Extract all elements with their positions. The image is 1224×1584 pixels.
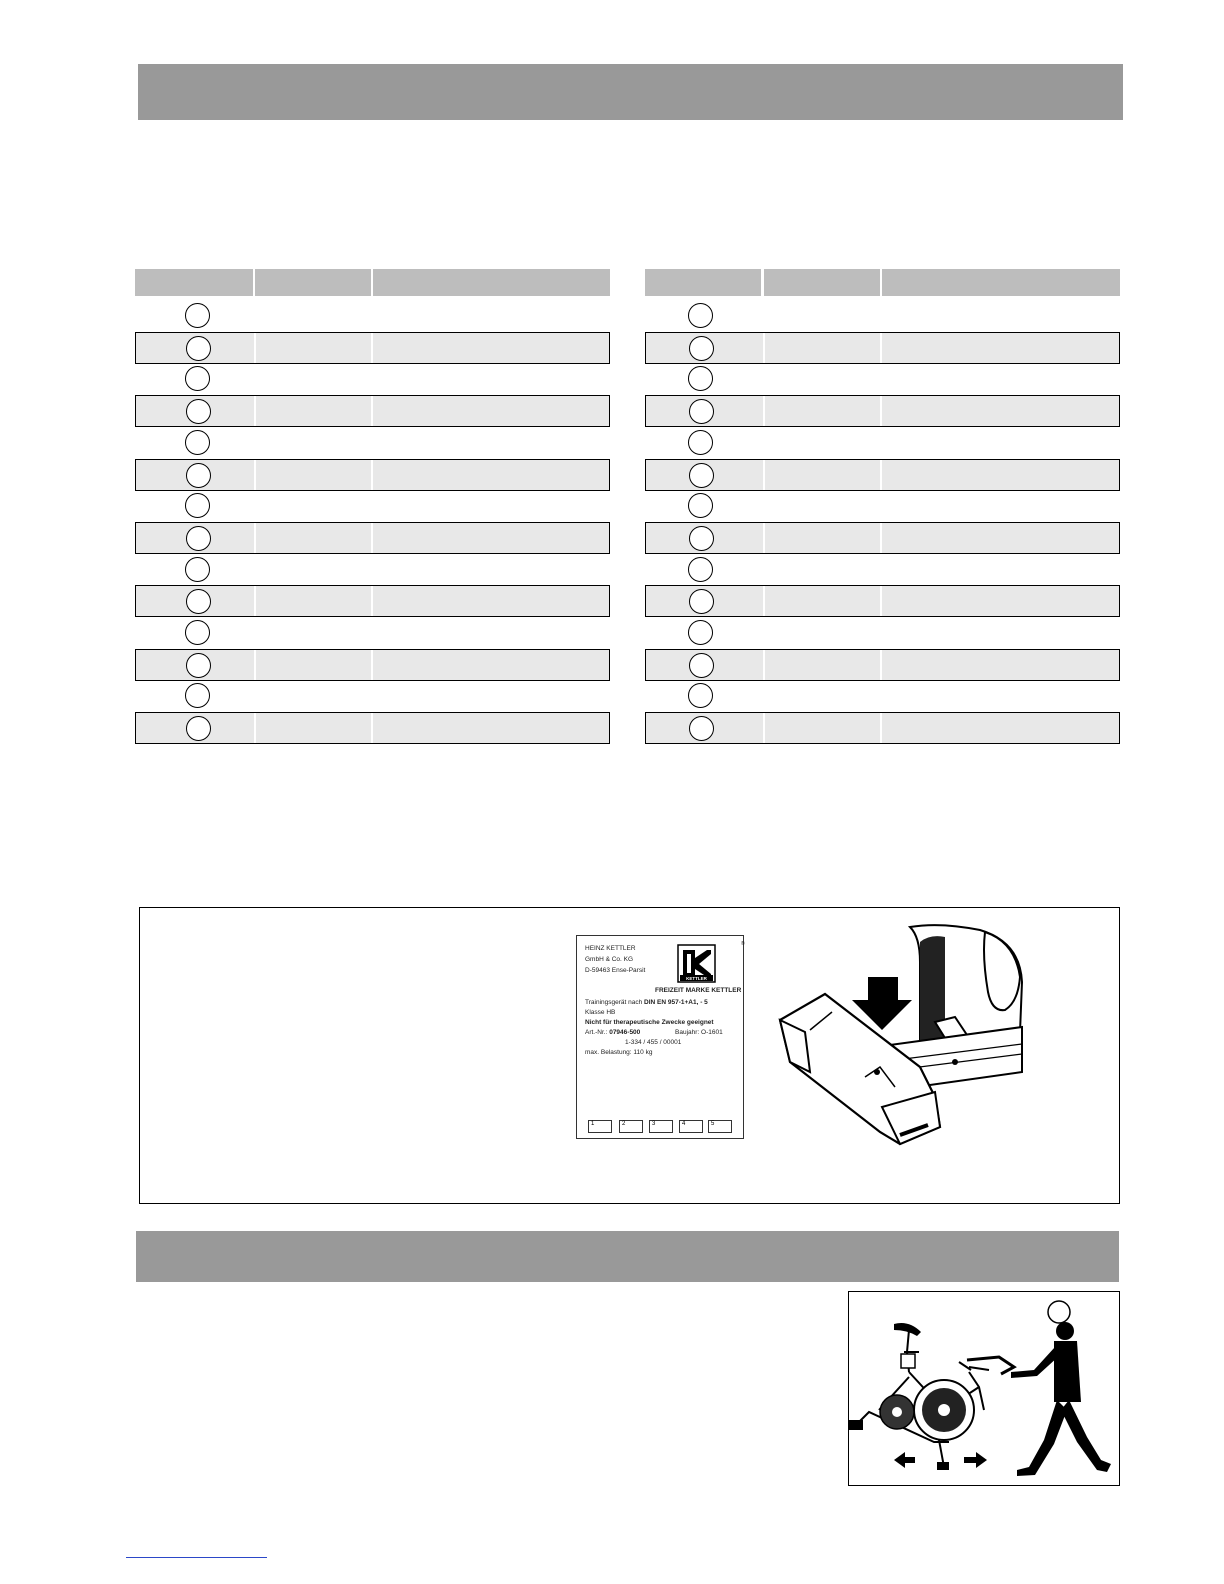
- table-row: [135, 300, 610, 332]
- table-row: [135, 585, 610, 617]
- table-row: [135, 363, 610, 395]
- part-number-circle: [689, 589, 714, 614]
- column-separator: [880, 460, 882, 490]
- table-row: [645, 459, 1120, 491]
- column-separator: [763, 396, 765, 426]
- part-number-circle: [688, 430, 713, 455]
- therapy-warning: Nicht für therapeutische Zwecke geeignet: [585, 1019, 714, 1026]
- part-number-circle: [185, 557, 210, 582]
- column-separator: [371, 396, 373, 426]
- column-separator: [763, 333, 765, 363]
- max-load: max. Belastung: 110 kg: [585, 1049, 653, 1056]
- column-separator: [371, 650, 373, 680]
- part-number-circle: [688, 683, 713, 708]
- table-header-cell: [373, 269, 610, 296]
- article-number-line: Art.-Nr.: 07946-500: [585, 1029, 641, 1036]
- part-number-circle: [186, 399, 211, 424]
- base-plate-location-illustration: [770, 922, 1025, 1154]
- table-row: [135, 332, 610, 364]
- part-number-circle: [186, 463, 211, 488]
- column-separator: [880, 650, 882, 680]
- class-line: Klasse HB: [585, 1009, 616, 1016]
- column-separator: [763, 713, 765, 743]
- part-number-circle: [689, 653, 714, 678]
- table-header-cell: [764, 269, 880, 296]
- column-separator: [254, 650, 256, 680]
- table-row: [645, 490, 1120, 522]
- parts-table-right: [645, 269, 1120, 746]
- column-separator: [371, 333, 373, 363]
- table-row: [135, 490, 610, 522]
- column-separator: [371, 523, 373, 553]
- year-of-manufacture: Baujahr: O-1601: [675, 1029, 723, 1036]
- part-number-circle: [186, 526, 211, 551]
- column-separator: [254, 460, 256, 490]
- column-separator: [763, 586, 765, 616]
- table-row: [135, 649, 610, 681]
- table-header-cell: [135, 269, 253, 296]
- table-row: [645, 363, 1120, 395]
- column-separator: [763, 460, 765, 490]
- table-row: [645, 585, 1120, 617]
- table-row: [135, 522, 610, 554]
- part-number-circle: [689, 526, 714, 551]
- column-separator: [371, 586, 373, 616]
- table-row: [645, 332, 1120, 364]
- column-separator: [254, 586, 256, 616]
- table-row: [135, 680, 610, 712]
- plate-box: 4: [679, 1120, 703, 1133]
- table-row: [645, 300, 1120, 332]
- part-number-circle: [689, 463, 714, 488]
- step-marker: [1048, 1301, 1070, 1323]
- column-separator: [254, 523, 256, 553]
- table-row: [135, 427, 610, 459]
- part-number-circle: [185, 620, 210, 645]
- column-separator: [763, 650, 765, 680]
- column-separator: [880, 396, 882, 426]
- plate-box: 1: [588, 1120, 612, 1133]
- table-row: [645, 522, 1120, 554]
- part-number-circle: [186, 589, 211, 614]
- table-row: [645, 712, 1120, 744]
- table-header-cell: [645, 269, 761, 296]
- table-row: [645, 680, 1120, 712]
- part-number-circle: [689, 336, 714, 361]
- column-separator: [880, 713, 882, 743]
- table-row: [645, 427, 1120, 459]
- company-name: HEINZ KETTLER: [585, 945, 636, 952]
- table-header-cell: [882, 269, 1120, 296]
- plate-box: 2: [619, 1120, 643, 1133]
- table-row: [135, 617, 610, 649]
- table-row: [645, 395, 1120, 427]
- part-number-circle: [689, 399, 714, 424]
- part-number-circle: [689, 716, 714, 741]
- table-row: [135, 554, 610, 586]
- company-form: GmbH & Co. KG: [585, 956, 634, 963]
- table-row: [135, 712, 610, 744]
- part-number-circle: [688, 620, 713, 645]
- serial-number: 1-334 / 455 / 00001: [625, 1039, 682, 1046]
- column-separator: [880, 333, 882, 363]
- part-number-circle: [185, 683, 210, 708]
- part-number-circle: [688, 303, 713, 328]
- section-header-bar: [138, 64, 1123, 120]
- training-norm-line: Trainingsgerät nach DIN EN 957-1+A1, - 5: [585, 999, 708, 1006]
- type-plate: HEINZ KETTLER GmbH & Co. KG D-59463 Ense-Parsit KETTLER ® FREIZEIT MARKE KETTLER Trainingsgerät nach DIN EN 957-1+A1, - 5 Klasse HB Nicht für therapeutische Zwecke geeignet Art.-Nr.: 07946-500 Baujahr: O-1601 1-334 / 455 / 00001 max. Belastung: 110 kg 1 2 3 4 5: [576, 935, 744, 1139]
- part-number-circle: [185, 366, 210, 391]
- part-number-circle: [185, 430, 210, 455]
- table-header-row: [135, 269, 610, 296]
- column-separator: [763, 523, 765, 553]
- footer-link-underline[interactable]: [126, 1557, 267, 1558]
- plate-box: 3: [649, 1120, 673, 1133]
- table-row: [645, 649, 1120, 681]
- table-row: [645, 617, 1120, 649]
- part-number-circle: [186, 716, 211, 741]
- part-number-circle: [688, 557, 713, 582]
- plate-box: 5: [708, 1120, 732, 1133]
- section-header-bar: [136, 1231, 1119, 1282]
- part-number-circle: [688, 366, 713, 391]
- column-separator: [254, 713, 256, 743]
- column-separator: [371, 713, 373, 743]
- transport-illustration-frame: [848, 1291, 1120, 1486]
- column-separator: [880, 523, 882, 553]
- table-row: [135, 395, 610, 427]
- company-address: D-59463 Ense-Parsit: [585, 967, 646, 974]
- column-separator: [371, 460, 373, 490]
- column-separator: [880, 586, 882, 616]
- table-row: [645, 554, 1120, 586]
- table-row: [135, 459, 610, 491]
- kettler-logo-icon: [677, 944, 717, 984]
- part-number-circle: [185, 303, 210, 328]
- table-header-cell: [255, 269, 371, 296]
- column-separator: [254, 333, 256, 363]
- svg-text:KETTLER: KETTLER: [686, 976, 707, 981]
- column-separator: [254, 396, 256, 426]
- brand-line: FREIZEIT MARKE KETTLER: [655, 987, 742, 994]
- table-header-row: [645, 269, 1120, 296]
- part-number-circle: [186, 653, 211, 678]
- part-number-circle: [186, 336, 211, 361]
- part-number-circle: [688, 493, 713, 518]
- part-number-circle: [185, 493, 210, 518]
- moving-bike-illustration: [849, 1292, 1119, 1484]
- parts-table-left: [135, 269, 610, 746]
